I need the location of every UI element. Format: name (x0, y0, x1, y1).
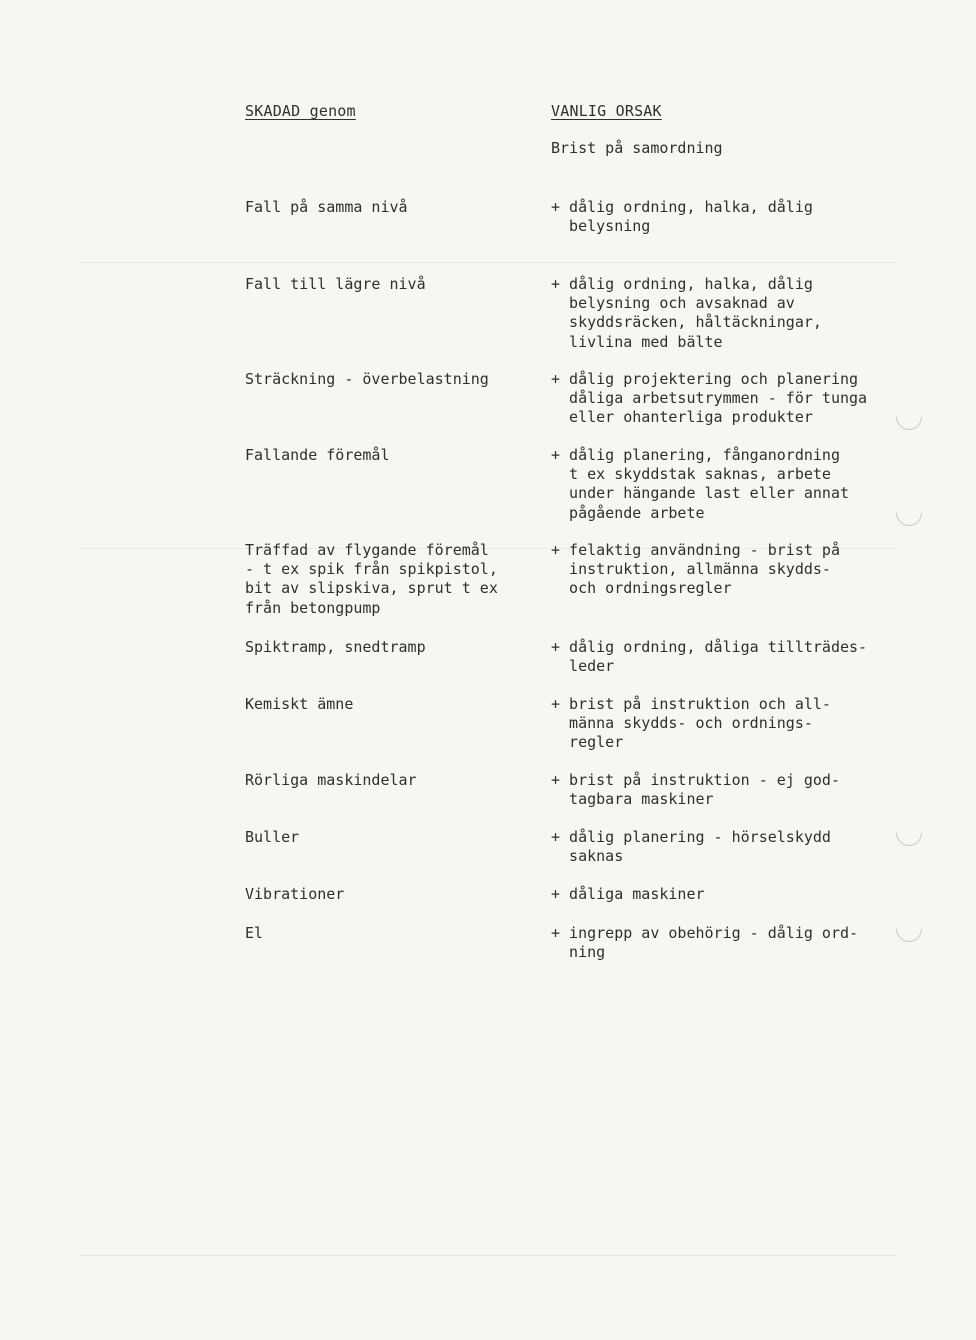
injury-cell: Träffad av flygande föremål - t ex spik från spikpistol, bit av slipskiva, sprut t ex från betongpump (245, 541, 498, 617)
punch-hole (891, 495, 928, 532)
column-header-cause: VANLIG ORSAK (551, 102, 662, 120)
injury-cell: Fallande föremål (245, 446, 390, 464)
injury-cell: Fall på samma nivå (245, 198, 408, 216)
cause-cell: + dålig planering - hörselskydd saknas (551, 828, 831, 866)
punch-hole (891, 399, 928, 436)
punch-hole (891, 911, 928, 948)
injury-cell: El (245, 924, 264, 942)
injury-cell: Rörliga maskindelar (245, 771, 417, 789)
cause-cell: + dålig ordning, halka, dålig belysning (551, 198, 813, 236)
cause-cell: + dåliga maskiner (551, 885, 705, 903)
injury-cell: Spiktramp, snedtramp (245, 638, 426, 656)
bleed-through-line (80, 1255, 896, 1256)
cause-cell: + dålig ordning, halka, dålig belysning och avsaknad av skyddsräcken, håltäckningar, livlina med bälte (551, 275, 822, 351)
cause-cell: + dålig planering, fånganordning t ex skyddstak saknas, arbete under hängande last eller annat pågående arbete (551, 446, 850, 522)
injury-cell: Kemiskt ämne (245, 695, 354, 713)
injury-cell: Buller (245, 828, 300, 846)
general-cause: Brist på samordning (551, 139, 723, 157)
column-header-injury: SKADAD genom (245, 102, 356, 120)
injury-cell: Fall till lägre nivå (245, 275, 426, 293)
cause-cell: + felaktig användning - brist på instruktion, allmänna skydds- och ordningsregler (551, 541, 840, 598)
injury-cell: Vibrationer (245, 885, 345, 903)
cause-cell: + brist på instruktion - ej god- tagbara maskiner (551, 771, 840, 809)
bleed-through-line (80, 262, 896, 263)
cause-cell: + brist på instruktion och all- männa skydds- och ordnings- regler (551, 695, 831, 752)
punch-hole (891, 815, 928, 852)
cause-cell: + ingrepp av obehörig - dålig ord- ning (551, 924, 859, 962)
injury-cell: Sträckning - överbelastning (245, 370, 489, 388)
cause-cell: + dålig ordning, dåliga tillträdes- leder (551, 638, 868, 676)
cause-cell: + dålig projektering och planering dåliga arbetsutrymmen - för tunga eller ohanterliga produkter (551, 370, 868, 427)
